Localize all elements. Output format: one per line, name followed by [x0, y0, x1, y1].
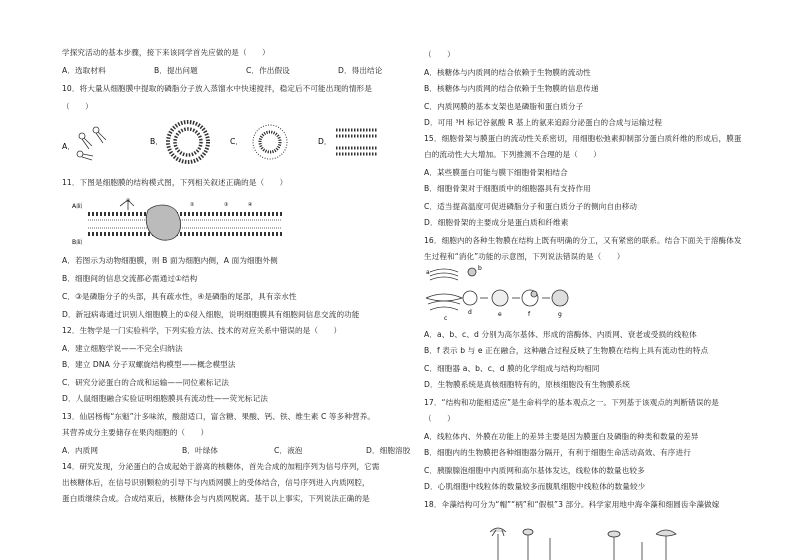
q18-stem: 18．伞藻结构可分为“帽”“柄”和“假根”3 部分。科学家用地中海伞藻和细圆齿伞藻做嫁	[424, 500, 720, 509]
q11-label-b-face: B面	[72, 239, 83, 246]
q11-stem: 11．下图是细胞膜的结构模式图，下列相关叙述正确的是（ ）	[62, 178, 288, 187]
q13-stem-line2: 其营养成分主要储存在果肉细胞的（ ）	[62, 428, 209, 437]
q12-option-c[interactable]: C．研究分泌蛋白的合成和运输——同位素标记法	[62, 378, 229, 387]
q15-stem-line1: 15．细胞骨架与膜蛋白的流动性关系密切，用细胞松弛素抑制部分蛋白质纤维的形成后，膜蛋	[424, 134, 742, 143]
q13-option-d[interactable]: D．细胞溶胶	[366, 446, 411, 455]
q16-label-d: d	[468, 309, 472, 316]
q10-stem: 10．将大量从细胞膜中提取的磷脂分子放入蒸馏水中快速搅拌，稳定后不可能出现的情形是	[62, 84, 372, 93]
q13-stem-line1: 13．仙居杨梅“东魁”汁多味浓，酸甜适口，富含糖、果酸、钙、铁、维生素 C 等多种营养。	[62, 412, 376, 421]
endoplasmic-reticulum	[426, 294, 462, 310]
q16-label-f: f	[528, 311, 531, 318]
q17-option-c[interactable]: C．胰腺腺泡细胞中内质网和高尔基体发达，线粒体的数量也较多	[424, 466, 645, 475]
q15-option-a[interactable]: A．某些膜蛋白可能与膜下细胞骨架相结合	[424, 168, 568, 177]
algae-cap-6	[656, 530, 676, 560]
q16-option-c[interactable]: C．细胞器 a、b、c、d 膜的化学组成与结构均相同	[424, 364, 600, 373]
q13-option-a[interactable]: A．内质网	[62, 446, 99, 455]
q11-option-a[interactable]: A．若图示为动物细胞膜，则 B 面为细胞内侧，A 面为细胞外侧	[62, 256, 278, 265]
mitochondrion-d	[463, 291, 477, 305]
q13-option-b[interactable]: B．叶绿体	[182, 446, 219, 455]
q9-option-b[interactable]: B．提出问题	[154, 66, 198, 75]
q16-label-a: a	[426, 269, 430, 276]
q12-stem: 12．生物学是一门实验科学，下列实验方法、技术的对应关系中错误的是（ ）	[62, 326, 342, 335]
q16-option-b[interactable]: B．f 表示 b 与 e 正在融合，这种融合过程反映了生物膜在结构上具有流动性的特点	[424, 346, 709, 355]
q17-option-a[interactable]: A．线粒体内、外膜在功能上的差异主要是因为膜蛋白及磷脂的种类和数量的差异	[424, 432, 699, 441]
q10-label-d: D．	[318, 137, 332, 146]
q14-stem-line1: 14．研究发现，分泌蛋白的合成起始于游离的核糖体，首先合成的加粗序列为信号序列，它需	[62, 462, 380, 471]
q11-label-a-face: A面	[72, 203, 83, 210]
q16-option-d[interactable]: D．生物膜系统是真核细胞特有的，原核细胞没有生物膜系统	[424, 380, 630, 389]
q16-label-g: g	[558, 311, 562, 318]
q14-option-c[interactable]: C．内质网膜的基本支架也是磷脂和蛋白质分子	[424, 102, 584, 111]
q16-figure	[424, 264, 574, 324]
q9-options	[62, 66, 430, 76]
q12-option-a[interactable]: A．建立细胞学说——不完全归纳法	[62, 344, 183, 353]
q10-option-b-figure[interactable]	[150, 122, 208, 162]
q10-label-b: B．	[150, 137, 163, 146]
algae-cap-1	[490, 528, 506, 560]
q10-option-c-figure[interactable]	[230, 125, 287, 159]
algae-stalk-2	[523, 529, 533, 560]
q11-figure	[72, 196, 282, 246]
q10-paren: （ ）	[62, 102, 93, 111]
q14-stem-line3: 蛋白质继续合成。合成结束后，核糖体会与内质网脱离。基于以上事实，下列说法正确的是	[62, 494, 370, 503]
q10-option-d-figure[interactable]	[318, 130, 378, 154]
q16-stem-line1: 16．细胞内的各种生物膜在结构上既有明确的分工，又有紧密的联系。结合下面关于溶酶体发	[424, 236, 742, 245]
q17-option-d[interactable]: D．心肌细胞中线粒体的数量较多而腹肌细胞中线粒体的数量较少	[424, 482, 646, 491]
q16-option-a[interactable]: A．a、b、c、d 分别为高尔基体、形成的溶酶体、内质网、衰老或受损的线粒体	[424, 330, 697, 339]
q11-num-1: ①	[126, 198, 131, 204]
q13-option-c[interactable]: C．液泡	[274, 446, 303, 455]
q17-stem: 17．“结构和功能相适应”是生命科学的基本观点之一。下列基于该观点的判断错误的是	[424, 398, 719, 407]
q16-label-e: e	[498, 311, 502, 318]
q14-option-b[interactable]: B．核糖体与内质网的结合依赖于生物膜的信息传递	[424, 84, 599, 93]
membrane-protein	[146, 205, 180, 240]
q13-options	[62, 446, 458, 456]
q10-label-a: A．	[62, 142, 75, 151]
q14-option-a[interactable]: A．核糖体与内质网的结合依赖于生物膜的流动性	[424, 68, 591, 77]
q18-figure	[488, 526, 678, 560]
q10-figure	[62, 116, 392, 168]
q12-option-b[interactable]: B．建立 DNA 分子双螺旋结构模型——概念模型法	[62, 360, 236, 369]
algae-cap-4	[608, 531, 620, 560]
q15-stem-line2: 白的流动性大大增加。下列推测不合理的是（ ）	[424, 150, 601, 159]
q14-option-d[interactable]: D．可用 ³H 标记谷氨酸 R 基上的氨来追踪分泌蛋白的合成与运输过程	[424, 118, 663, 127]
q17-paren: （ ）	[424, 414, 455, 423]
q15-option-d[interactable]: D．细胞骨架的主要成分是蛋白质和纤维素	[424, 218, 569, 227]
q12-option-d[interactable]: D．人鼠细胞融合实验证明细胞膜具有流动性——荧光标记法	[62, 394, 268, 403]
q16-stem-line2: 生过程和“消化”功能的示意图，下列说法错误的是（ ）	[424, 252, 625, 261]
lysosome-vesicle-b	[468, 268, 476, 276]
q11-option-d[interactable]: D．新冠病毒通过识别人细胞膜上的①侵入细胞，说明细胞膜具有细胞间信息交流的功能	[62, 310, 360, 319]
q16-label-c: c	[444, 315, 448, 322]
q15-option-b[interactable]: B．细胞骨架对于细胞质中的细胞器具有支持作用	[424, 184, 591, 193]
phospholipid-bilayer	[88, 214, 282, 234]
q10-option-a-figure[interactable]	[62, 127, 106, 160]
vesicle-e	[492, 290, 508, 306]
golgi-apparatus	[430, 269, 458, 280]
q16-label-b: b	[478, 265, 482, 272]
q11-num-3: ③	[224, 202, 229, 208]
q11-num-4: ④	[248, 202, 253, 208]
q14-stem-line2: 出核糖体后，在信号识别颗粒的引导下与内质网膜上的受体结合，信号序列进入内质网腔，	[62, 478, 370, 487]
q9-intro: 学探究活动的基本步骤，接下来该同学首先应做的是（ ）	[62, 48, 270, 57]
q17-option-b[interactable]: B．细胞内的生物膜把各种细胞器分隔开，有利于细胞生命活动高效、有序进行	[424, 448, 691, 457]
q14-paren: （ ）	[424, 50, 455, 59]
q9-option-a[interactable]: A．选取材料	[62, 66, 106, 75]
q11-num-2: ②	[190, 202, 195, 208]
digestion-g	[552, 290, 568, 306]
q15-option-c[interactable]: C．适当提高温度可促进磷脂分子和蛋白质分子的侧向自由移动	[424, 202, 638, 211]
q9-option-d[interactable]: D．得出结论	[338, 66, 383, 75]
q10-label-c: C．	[230, 137, 243, 146]
q11-option-b[interactable]: B．细胞间的信息交流都必需通过①结构	[62, 274, 198, 283]
q11-option-c[interactable]: C．③是磷脂分子的头部，具有疏水性，④是磷脂的尾部，具有亲水性	[62, 292, 297, 301]
q9-option-c[interactable]: C．作出假设	[246, 66, 290, 75]
